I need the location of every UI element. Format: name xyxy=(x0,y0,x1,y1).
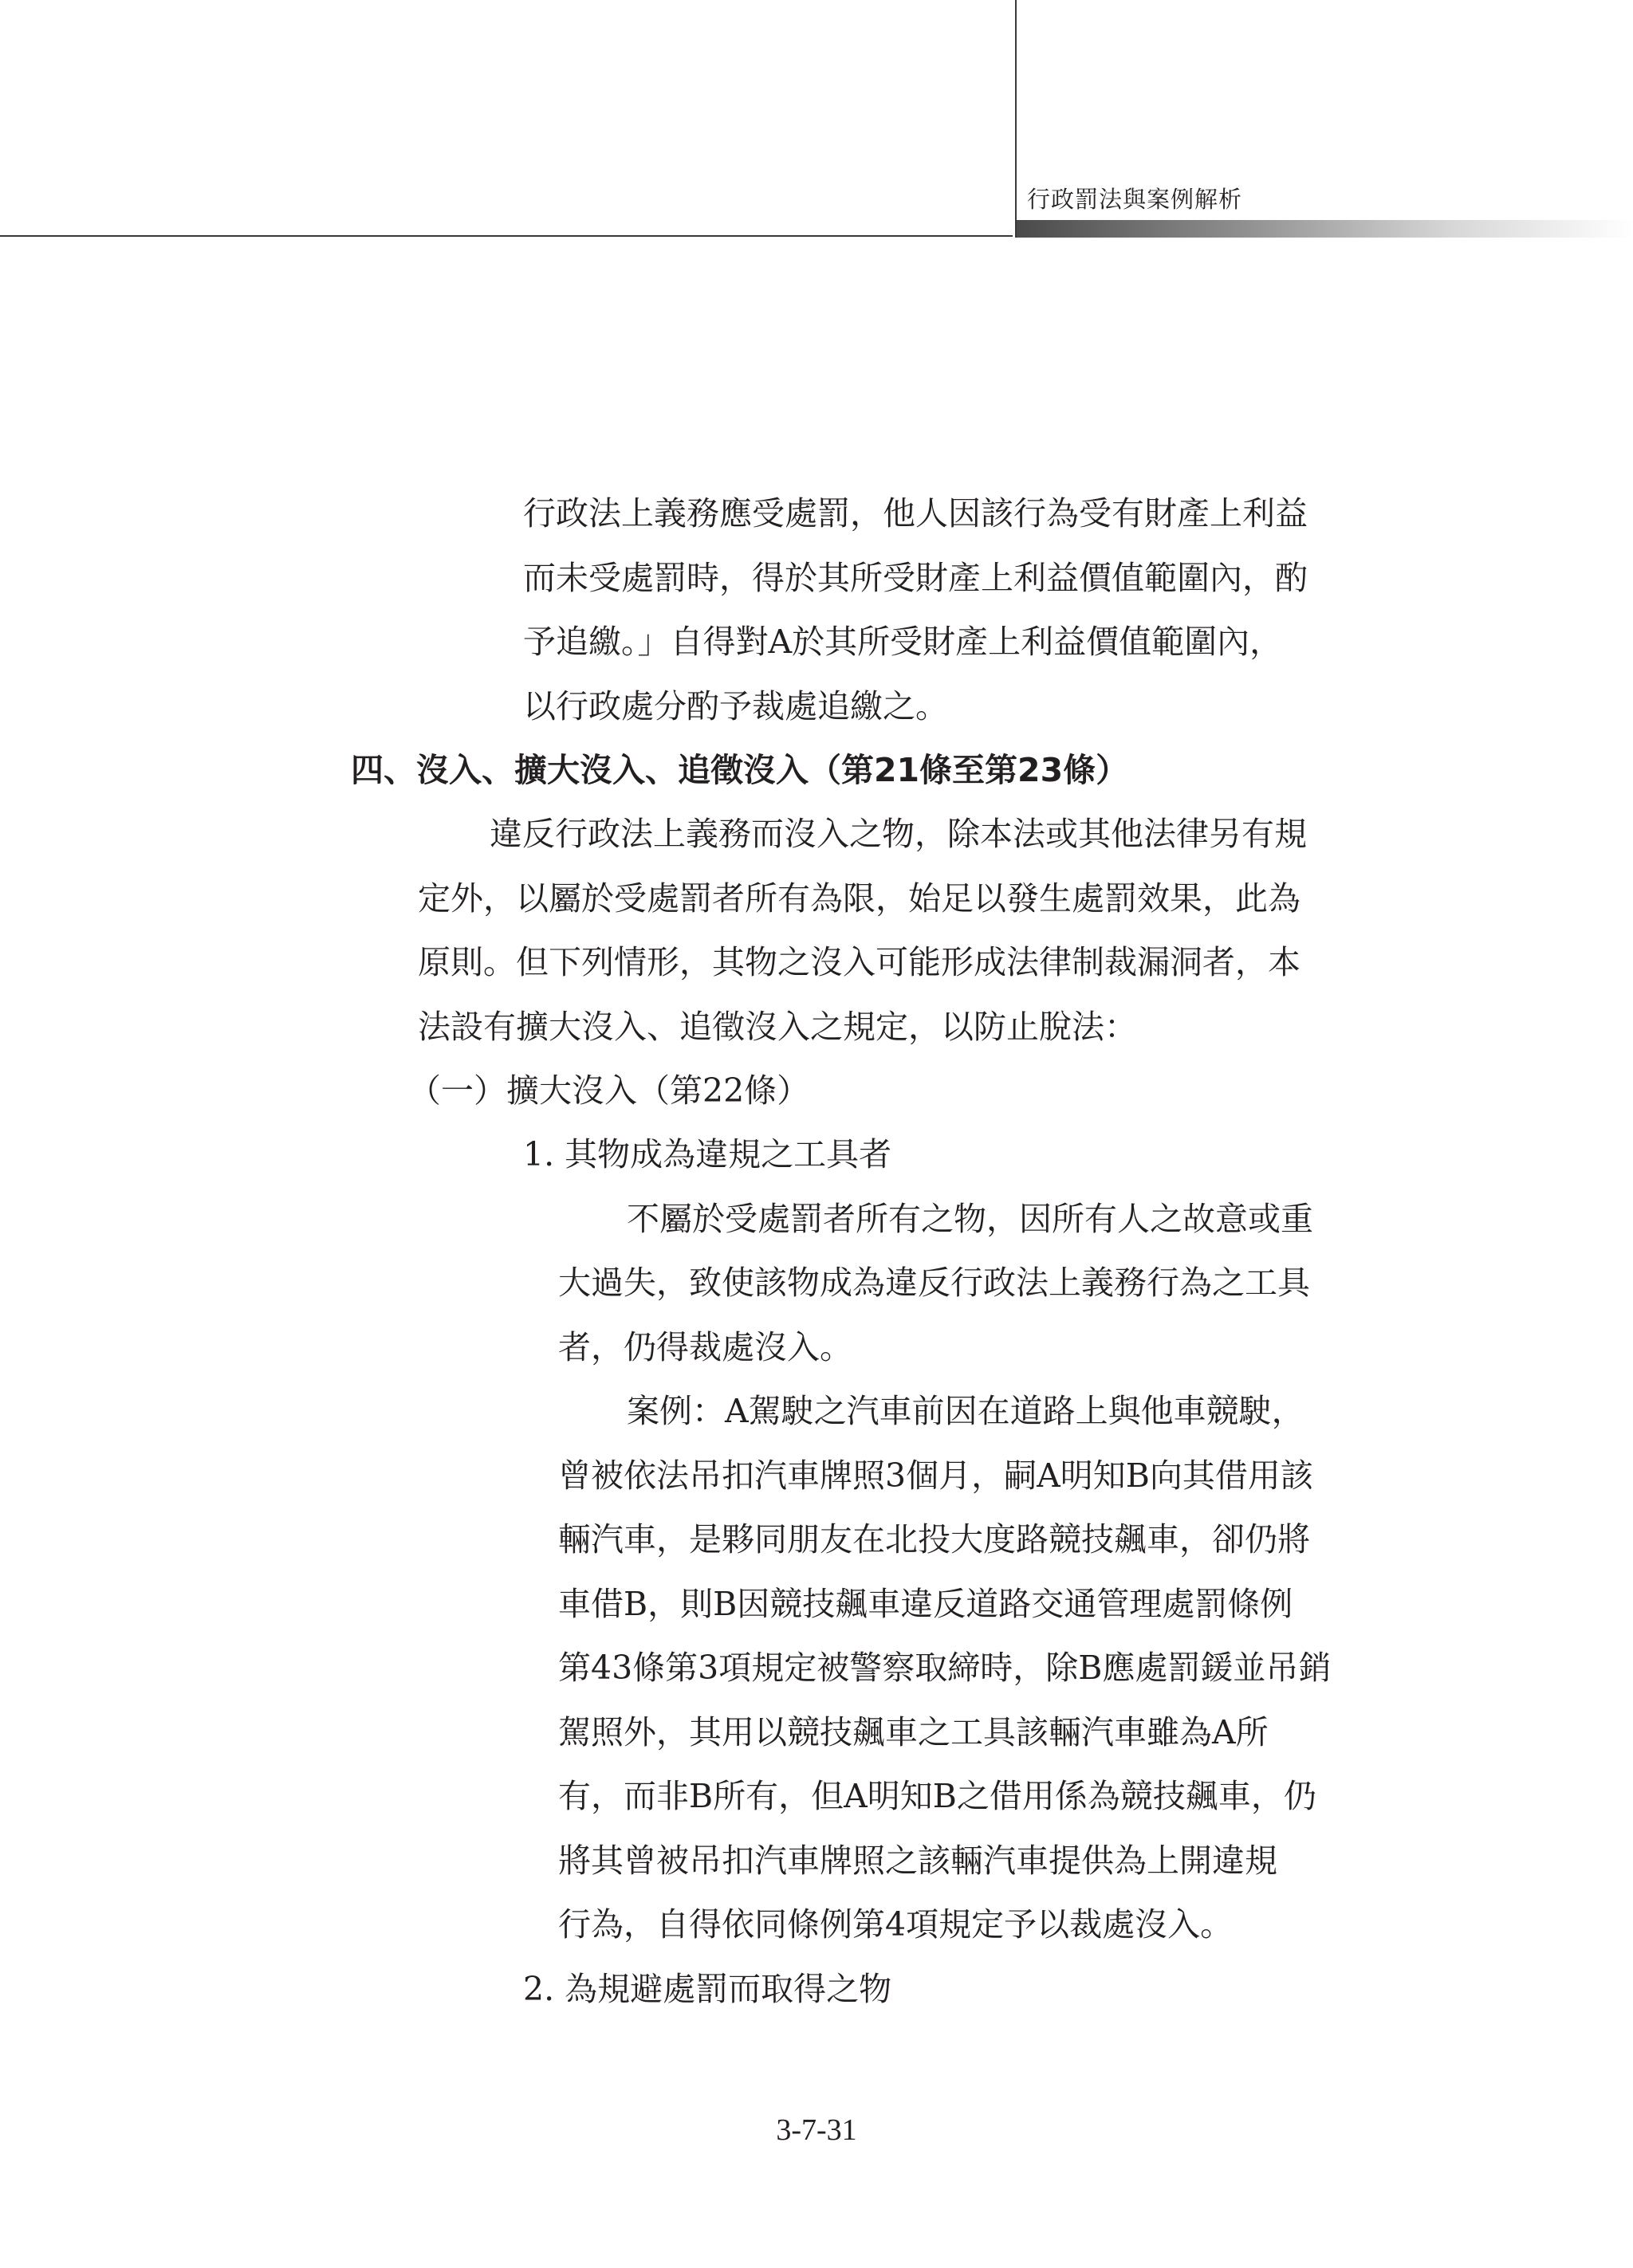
case-example-line: 有，而非B所有，但A明知B之借用係為競技飆車，仍 xyxy=(558,1777,1316,1815)
case-example-line: 案例：A駕駛之汽車前因在道路上與他車競駛， xyxy=(627,1392,1304,1430)
paragraph-line: 定外，以屬於受處罰者所有為限，始足以發生處罰效果，此為 xyxy=(418,879,1300,918)
case-example-line: 曾被依法吊扣汽車牌照3個月，嗣A明知B向其借用該 xyxy=(558,1456,1313,1495)
page-number: 3-7-31 xyxy=(776,2113,857,2147)
case-example-line: 第43條第3項規定被警察取締時，除B應處罰鍰並吊銷 xyxy=(558,1649,1332,1687)
case-example-line: 車借B，則B因競技飆車違反道路交通管理處罰條例 xyxy=(558,1585,1293,1623)
paragraph-line: 大過失，致使該物成為違反行政法上義務行為之工具 xyxy=(558,1264,1310,1302)
section-heading: 四、沒入、擴大沒入、追徵沒入（第21條至第23條） xyxy=(351,751,1129,789)
paragraph-line: 以行政處分酌予裁處追繳之。 xyxy=(523,687,948,725)
paragraph-line: 法設有擴大沒入、追徵沒入之規定，以防止脫法： xyxy=(418,1008,1137,1046)
paragraph-line: 予追繳。」自得對A於其所受財產上利益價值範圍內， xyxy=(523,623,1283,661)
header-gradient-bar xyxy=(1017,220,1633,238)
paragraph-line: 行政法上義務應受處罰，他人因該行為受有財產上利益 xyxy=(523,494,1308,533)
paragraph-line: 原則。但下列情形，其物之沒入可能形成法律制裁漏洞者，本 xyxy=(418,943,1300,981)
running-head-title: 行政罰法與案例解析 xyxy=(1027,186,1243,213)
list-item-heading: 1. 其物成為違規之工具者 xyxy=(523,1135,892,1173)
case-example-line: 行為，自得依同條例第4項規定予以裁處沒入。 xyxy=(558,1905,1234,1944)
paragraph-line: 不屬於受處罰者所有之物，因所有人之故意或重 xyxy=(627,1200,1313,1238)
subsection-heading: （一）擴大沒入（第22條） xyxy=(408,1071,810,1110)
paragraph-line: 者，仍得裁處沒入。 xyxy=(558,1328,852,1366)
case-example-line: 將其曾被吊扣汽車牌照之該輛汽車提供為上開違規 xyxy=(558,1842,1277,1880)
paragraph-line: 而未受處罰時，得於其所受財產上利益價值範圍內，酌 xyxy=(523,559,1308,597)
case-example-line: 輛汽車，是夥同朋友在北投大度路競技飆車，卻仍將 xyxy=(558,1520,1310,1559)
paragraph-line: 違反行政法上義務而沒入之物，除本法或其他法律另有規 xyxy=(490,815,1307,853)
case-example-line: 駕照外，其用以競技飆車之工具該輛汽車雖為A所 xyxy=(558,1713,1269,1751)
header-vertical-rule xyxy=(1015,0,1017,238)
list-item-heading: 2. 為規避處罰而取得之物 xyxy=(523,1970,892,2008)
header-rule xyxy=(0,235,1013,237)
